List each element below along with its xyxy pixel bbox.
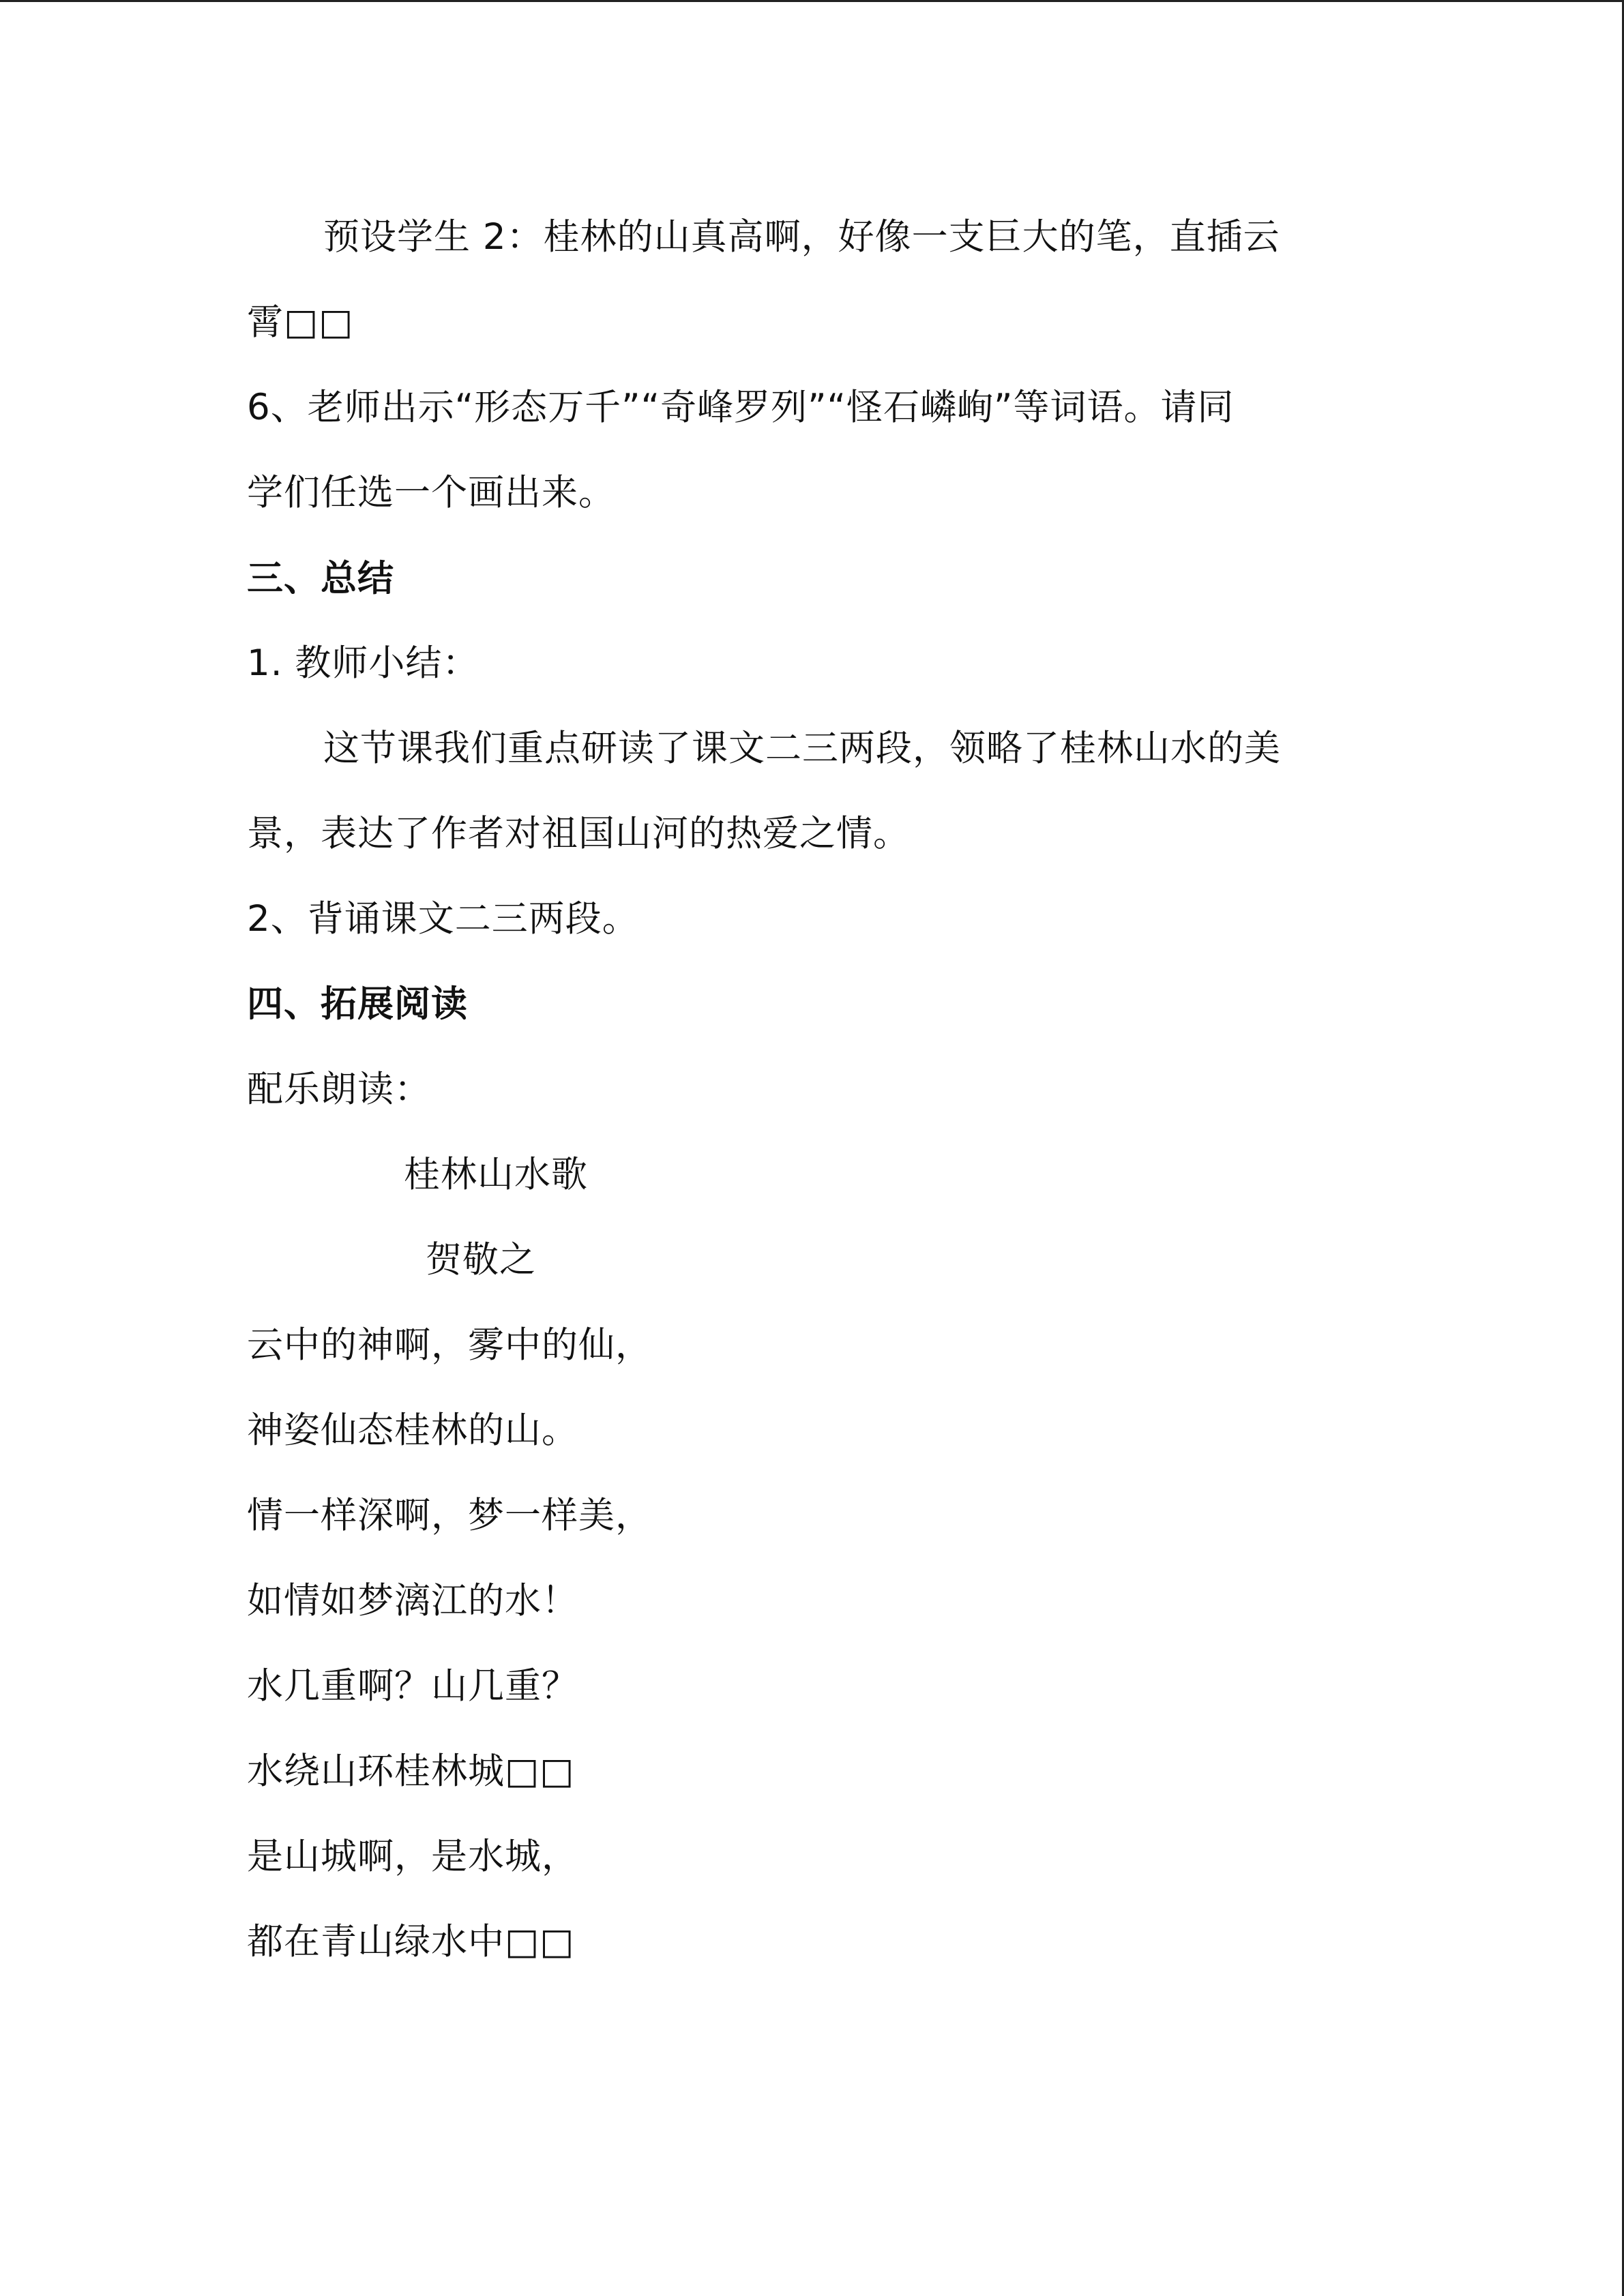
summary-item-2: 2、背诵课文二三两段。 — [247, 898, 639, 940]
poem-line-2: 神姿仙态桂林的山。 — [247, 1410, 578, 1451]
poem-line-6: 水绕山环桂林城□□ — [247, 1750, 575, 1792]
paragraph-student-answer: 预设学生 2：桂林的山真高啊，好像一支巨大的笔，直插云 — [323, 216, 1280, 258]
poem-title: 桂林山水歌 — [404, 1154, 588, 1195]
poem-line-4: 如情如梦漓江的水！ — [247, 1580, 578, 1622]
summary-paragraph-continued: 景，表达了作者对祖国山河的热爱之情。 — [247, 813, 910, 854]
step-6-text: 6、老师出示“形态万千”“奇峰罗列”“怪石嶙峋”等词语。请同 — [247, 387, 1235, 428]
poem-line-7: 是山城啊，是水城， — [247, 1836, 578, 1877]
paragraph-student-answer-continued: 霄□□ — [247, 301, 354, 343]
poem-line-8: 都在青山绿水中□□ — [247, 1921, 575, 1963]
section-heading-extended-reading: 四、拓展阅读 — [247, 983, 468, 1025]
poem-line-3: 情一样深啊，梦一样美， — [247, 1495, 652, 1536]
page-border-top — [0, 0, 1624, 2]
summary-paragraph: 这节课我们重点研读了课文二三两段，领略了桂林山水的美 — [323, 728, 1281, 769]
poem-line-5: 水几重啊？山几重？ — [247, 1665, 578, 1707]
poem-author: 贺敬之 — [426, 1239, 536, 1281]
summary-item-1: 1. 教师小结： — [247, 642, 479, 684]
music-reading-label: 配乐朗读： — [247, 1069, 431, 1110]
step-6-text-continued: 学们任选一个画出来。 — [247, 472, 615, 513]
poem-line-1: 云中的神啊，雾中的仙， — [247, 1324, 652, 1366]
section-heading-summary: 三、总结 — [247, 558, 394, 599]
